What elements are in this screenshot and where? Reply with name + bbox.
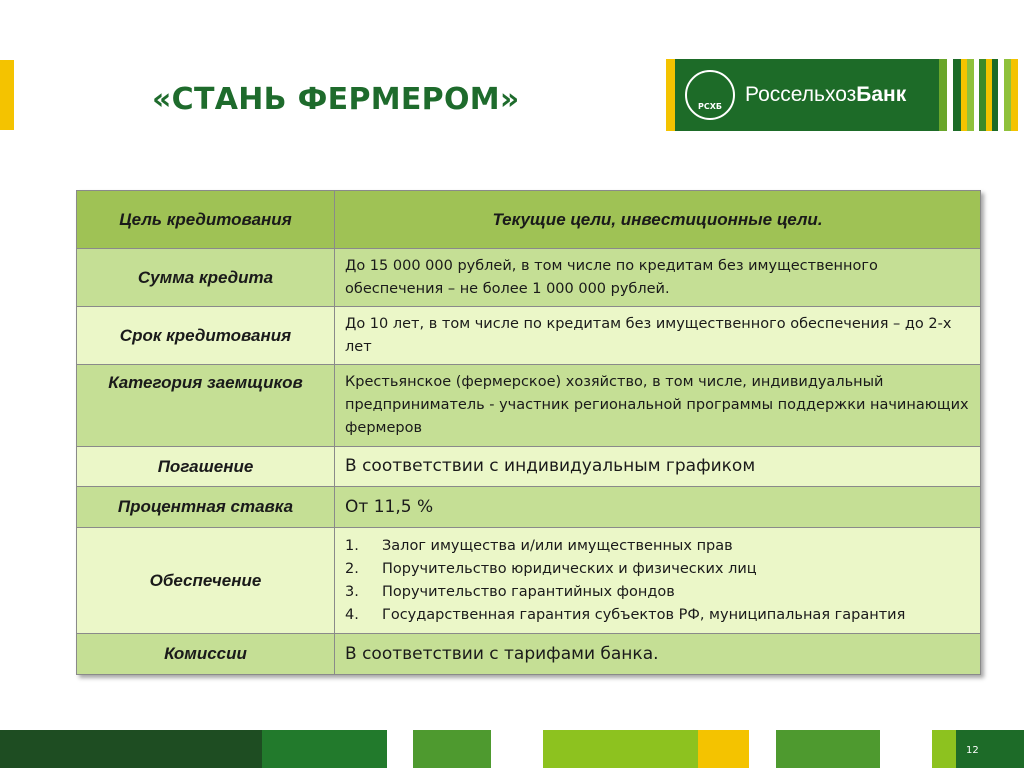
list-item: [345, 558, 970, 581]
list-item-number: 1.: [345, 537, 359, 554]
logo-bank-name: [745, 83, 906, 107]
list-item-number: 3.: [345, 583, 359, 600]
collateral-list: [345, 535, 970, 627]
slide-title: «СТАНЬ ФЕРМЕРОМ»: [152, 82, 520, 117]
table-row: [77, 249, 981, 307]
table-row: [77, 487, 981, 528]
row-label-interest-rate: Процентная ставка: [77, 487, 335, 528]
list-item-text: Залог имущества и/или имущественных прав: [382, 537, 733, 554]
row-value-loan-term: До 10 лет, в том числе по кредитам без имущественного обеспечения – до 2-х лет: [335, 307, 981, 365]
list-item: [345, 581, 970, 604]
table-row: [77, 447, 981, 487]
row-label-repayment: Погашение: [77, 447, 335, 487]
list-item-text: Государственная гарантия субъектов РФ, муниципальная гарантия: [382, 606, 906, 623]
row-label-fees: Комиссии: [77, 634, 335, 675]
loan-conditions-table: [76, 190, 981, 675]
table-header-row: [77, 191, 981, 249]
row-value-loan-amount: До 15 000 000 рублей, в том числе по кредитам без имущественного обеспечения – не более 1 000 000 рублей.: [335, 249, 981, 307]
logo-stripes: [933, 59, 1018, 131]
list-item-number: 4.: [345, 606, 359, 623]
row-value-fees: В соответствии с тарифами банка.: [335, 634, 981, 675]
header-label: Цель кредитования: [77, 191, 335, 249]
row-label-loan-amount: Сумма кредита: [77, 249, 335, 307]
table-row: [77, 365, 981, 447]
table-row: [77, 528, 981, 634]
page-number: 12: [966, 745, 979, 756]
logo-name-regular: Россельхоз: [745, 83, 857, 106]
header-value: Текущие цели, инвестиционные цели.: [335, 191, 981, 249]
footer-stripe-bar: [0, 730, 1024, 768]
row-label-loan-term: Срок кредитования: [77, 307, 335, 365]
wheat-emblem-icon: [685, 70, 735, 120]
table-row: [77, 307, 981, 365]
row-label-collateral: Обеспечение: [77, 528, 335, 634]
list-item: [345, 604, 970, 627]
left-accent-bar: [0, 60, 14, 130]
bank-logo: [675, 59, 933, 131]
row-label-borrower-category: Категория заемщиков: [77, 365, 335, 447]
list-item-text: Поручительство гарантийных фондов: [382, 583, 675, 600]
logo-name-bold: Банк: [856, 83, 907, 106]
list-item-number: 2.: [345, 560, 359, 577]
list-item: [345, 535, 970, 558]
row-value-repayment: В соответствии с индивидуальным графиком: [335, 447, 981, 487]
row-value-borrower-category: Крестьянское (фермерское) хозяйство, в том числе, индивидуальный предприниматель - участник региональной программы поддержки начинающих фермеров: [335, 365, 981, 447]
table-row: [77, 634, 981, 675]
row-value-interest-rate: От 11,5 %: [335, 487, 981, 528]
logo-emblem-text: РСХБ: [698, 101, 722, 111]
list-item-text: Поручительство юридических и физических лиц: [382, 560, 757, 577]
row-value-collateral: [335, 528, 981, 634]
